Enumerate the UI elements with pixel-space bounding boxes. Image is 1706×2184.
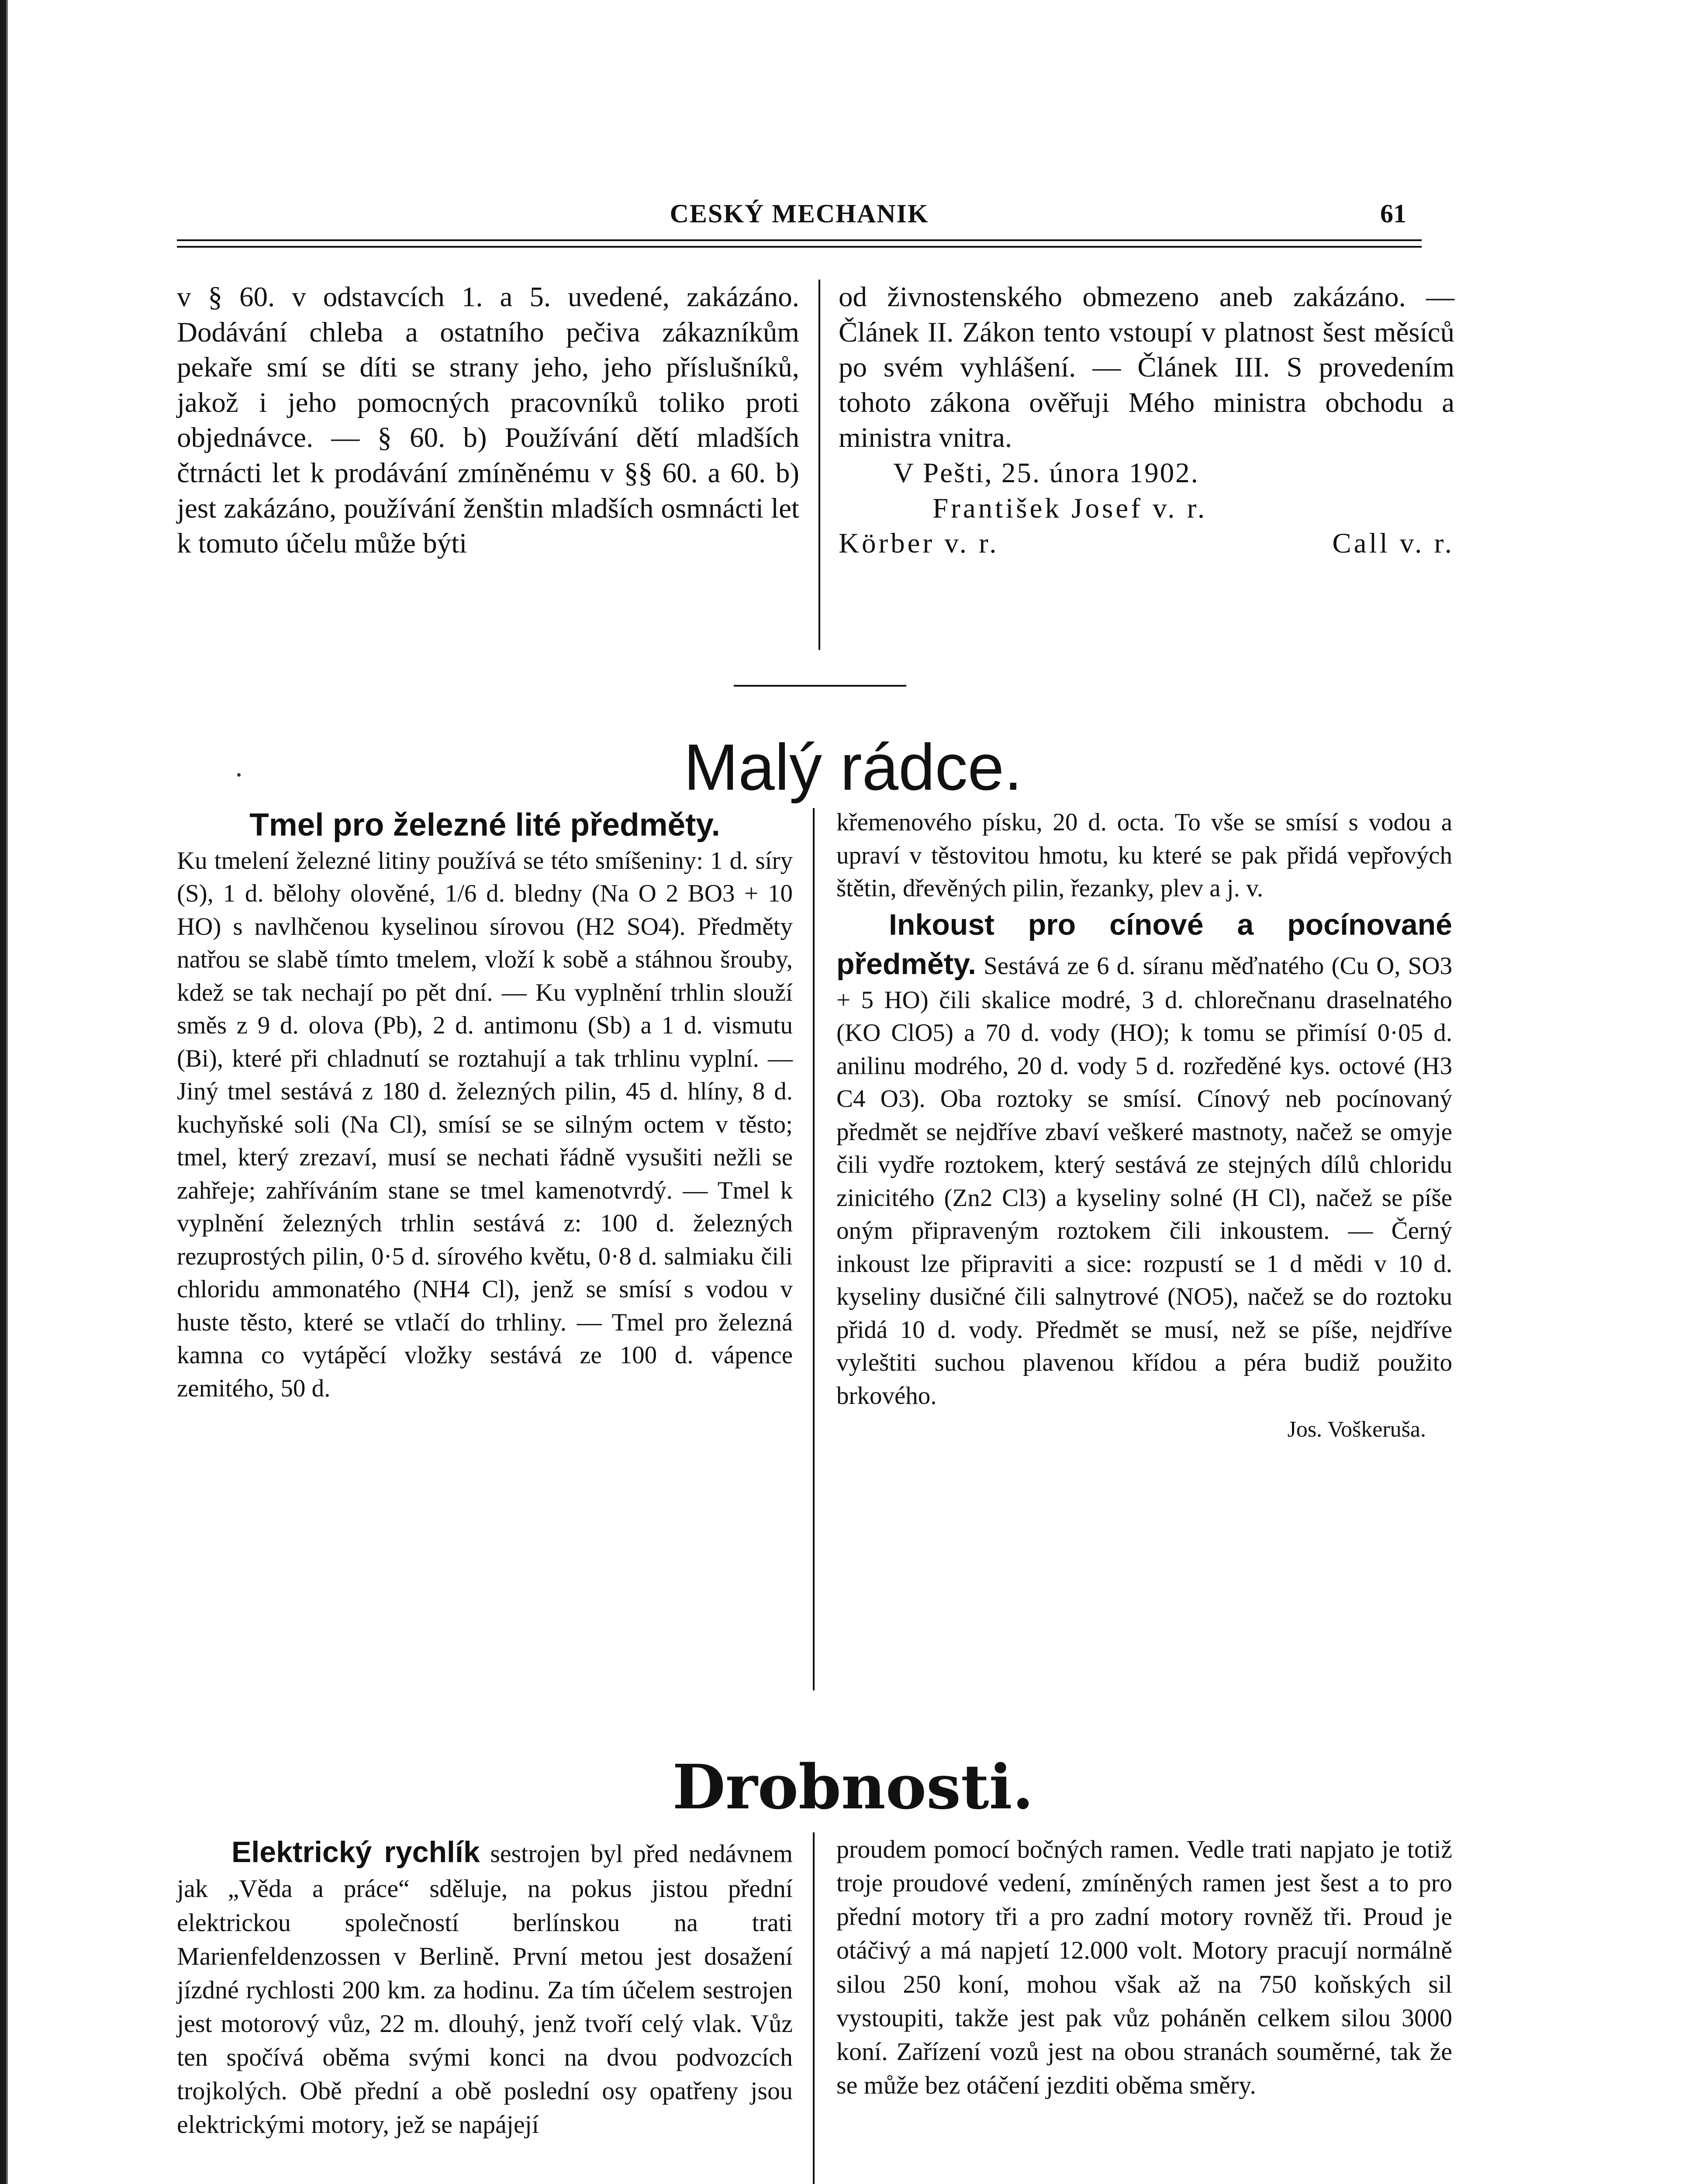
drobnosti-title: Drobnosti. — [672, 1752, 1034, 1823]
header-rule-top — [177, 239, 1422, 241]
inkoust-paragraph — [836, 905, 1452, 1413]
author-line — [836, 1412, 1452, 1445]
law-left-paragraph: v § 60. v odstavcích 1. a 5. uvedené, zakázáno. Dodávání chleba a ostatního pečiva zákazníkům pekaře smí se díti se strany jeho, jeho příslušníků, jakož i jeho pomocných pracovníků toliko proti objednávce. — § 60. b) Používání dětí mladších čtrnácti let k prodávání zmíněnému v §§ 60. a 60. b) jest zakázáno, používání ženštin mladších osmnácti let k tomuto účelu může býti — [177, 281, 799, 560]
inkoust-heading: Inkoust pro cínové a pocínované předměty. — [836, 908, 1452, 981]
drobnosti-left-paragraph — [177, 1832, 793, 2141]
tmel-heading: Tmel pro železné lité předměty. — [249, 807, 720, 843]
signature-korber: Körber v. r. — [839, 528, 999, 560]
drobnosti-left-column — [177, 1832, 793, 2141]
law-right-paragraph: od živnostenského obmezeno aneb zakázáno. — Článek II. Zákon tento vstoupí v platnost šest měsíců po svém vyhlášení. — Článek III. S provedením tohoto zákona ověřuji Mého ministra obchodu a ministra vnitra. — [839, 281, 1454, 454]
maly-radce-left-column — [177, 806, 793, 1405]
scan-edge — [0, 0, 6, 2184]
tmel-text: Ku tmelení železné litiny používá se této smíšeniny: 1 d. síry (S), 1 d. bělohy olověné, 1/6 d. bledny (Na O 2 BO3 + 10 HO) s navlhčenou kyselinou sírovou (H2 SO4). Předměty natřou se slabě tímto tmelem, vloží k sobě a stáhnou šrouby, kdež se tak nechají po pět dní. — Ku vyplnění trhlin slouží směs z 9 d. olova (Pb), 2 d. antimonu (Sb) a 1 d. vismutu (Bi), které při chladnutí se roztahují a tak trhlinu vyplní. — Jiný tmel sestává z 180 d. železných pilin, 45 d. hlíny, 8 d. kuchyňské soli (Na Cl), smísí se se silným octem v těsto; tmel, který zrezaví, musí se nechati řádně vysušiti nežli se zahřeje; zahříváním stane se tmel kamenotvrdý. — Tmel k vyplnění železných trhlin sestává z: 100 d. železných rezuprostých pilin, 0·5 d. sírového květu, 0·8 d. salmiaku čili chloridu ammonatého (NH4 Cl), jenž se smísí s vodou v huste těsto, které se vtlačí do trhliny. — Tmel pro železná kamna co vytápěcí vložky sestává ze 100 d. vápence zemitého, 50 d. — [177, 847, 793, 1402]
running-title: CESKÝ MECHANIK — [670, 199, 929, 228]
scan-speck — [237, 773, 241, 777]
inkoust-text: Sestává ze 6 d. síranu měďnatého (Cu O, SO3 + 5 HO) čili skalice modré, 3 d. chlorečnanu draselnatého (KO ClO5) a 70 d. vody (HO); k tomu se přimísí 0·05 d. anilinu modrého, 20 d. vody 5 d. rozředěné kys. octové (H3 C4 O3). Oba roztoky se smísí. Cínový neb pocínovaný předmět se nejdříve zbaví veškeré mastnoty, načež se omyje čili vydře roztokem, který sestává ze stejných dílů chloridu zinicitého (Zn2 Cl3) a kyseliny solné (H Cl), načež se píše oným připraveným roztokem čili inkoustem. — Černý inkoust lze připraviti a sice: rozpustí se 1 d mědi v 10 d. kyseliny dusičné čili salnytrové (NO5), načež se do roztoku přidá 10 d. vody. Předmět se musí, než se píše, nejdříve vyleštiti suchou plavenou křídou a péra budiž použito brkového. — [836, 952, 1452, 1410]
page-number: 61 — [1380, 199, 1406, 228]
section-divider — [734, 685, 906, 687]
drobnosti-right-column — [836, 1832, 1452, 2102]
tmel-continuation: křemenového písku, 20 d. octa. To vše se smísí s vodou a upraví v těstovitou hmotu, ku které se pak přidá vepřových štětin, dřevěných pilin, řezanky, plev a j. v. — [836, 809, 1452, 902]
running-header — [177, 199, 1422, 238]
law-right-column — [839, 280, 1454, 561]
column-rule — [813, 808, 815, 1690]
maly-radce-title: Malý rádce. — [684, 730, 1022, 804]
drobnosti-right-paragraph: proudem pomocí bočných ramen. Vedle trati napjato je totiž troje proudové vedení, zmíněných ramen jest šest a to pro přední motory tři a pro zadní motory rovněž tři. Proud je otáčivý a má napjetí 12.000 volt. Motory pracují normálně silou 250 koní, mohou však až na 750 koňských sil vystoupiti, takže jest pak vůz poháněn celkem silou 3000 koní. Zařízení vozů jest na obou stranách souměrné, tak že se může bez otáčení jezditi oběma směry. — [836, 1835, 1452, 2099]
signature-emperor: František Josef v. r. — [932, 492, 1208, 524]
column-rule — [813, 1832, 815, 2184]
law-date-line: V Pešti, 25. února 1902. — [893, 457, 1199, 489]
signature-row — [839, 526, 1454, 561]
rychlik-heading: Elektrický rychlík — [231, 1835, 480, 1869]
author: Jos. Voškeruša. — [1287, 1417, 1426, 1442]
law-left-column — [177, 280, 799, 561]
rychlik-text: sestrojen byl před nedávnem jak „Věda a práce“ sděluje, na pokus jistou přední elektrickou společností berlínskou na trati Marienfeldenzossen v Berlině. První metou jest dosažení jízdné rychlosti 200 km. za hodinu. Za tím účelem sestrojen jest motorový vůz, 22 m. dlouhý, jenž tvoří celý vlak. Vůz ten spočívá oběma svými konci na dvou podvozcích trojkolých. Obě přední a obě poslední osy opatřeny jsou elektrickými motory, jež se napájejí — [177, 1839, 793, 2139]
column-rule — [818, 280, 820, 650]
signature-call: Call v. r. — [1332, 528, 1454, 560]
maly-radce-right-column — [836, 806, 1452, 1445]
header-rule-bottom — [177, 246, 1422, 248]
scan-edge-shadow — [6, 0, 8, 2184]
